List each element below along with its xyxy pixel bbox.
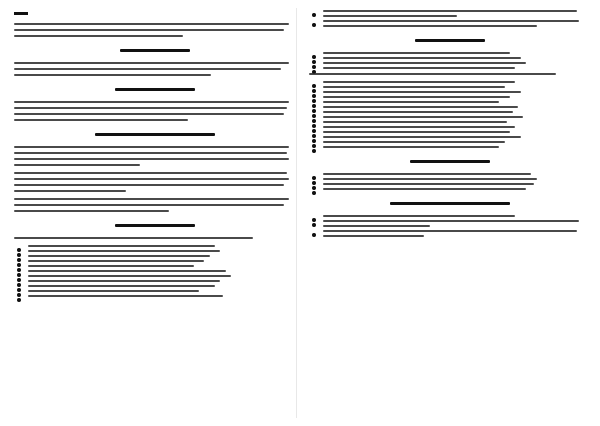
list-item [309,173,590,175]
list-item [309,220,590,227]
list-item [309,188,590,190]
right-bullet-list-3 [309,173,590,190]
section-heading-3 [95,129,215,139]
list-item [14,270,295,272]
list-item [14,260,295,262]
list-item [309,106,590,108]
page-title-mark [14,12,28,15]
list-item [309,126,590,128]
section-heading-2 [115,84,195,94]
list-item [309,52,590,54]
list-item [309,67,590,69]
right-bullet-list-4 [309,215,590,237]
section-paragraph-5 [309,73,590,75]
list-item [309,146,590,148]
section-heading-4 [115,220,195,230]
list-item [309,86,590,88]
section-heading-5 [415,35,485,45]
list-item [14,285,295,287]
column-divider [296,8,297,418]
list-item [309,141,590,143]
list-item [14,295,295,297]
section-paragraph-2 [14,101,295,121]
right-bullet-list-2 [309,81,590,148]
list-item [14,255,295,257]
list-item [14,290,295,292]
list-item [309,111,590,113]
left-bullet-list [14,245,295,297]
list-item [14,250,295,252]
section-paragraph-1 [14,62,295,76]
right-column [309,10,590,420]
list-item [309,57,590,59]
section-heading-6 [410,156,490,166]
list-item [309,121,590,123]
list-item [309,136,590,138]
section-paragraph-3c [14,198,295,212]
section-paragraph-3b [14,172,295,192]
list-item [309,215,590,217]
list-item [309,20,590,27]
left-column [14,10,295,420]
right-top-bullets [309,10,590,27]
list-item [14,245,295,247]
list-item [309,178,590,180]
section-paragraph-3a [14,146,295,166]
list-item [309,131,590,133]
list-item [14,275,295,277]
list-item [309,10,590,17]
list-item [309,101,590,103]
section-heading-7 [390,198,510,208]
list-item [14,265,295,267]
list-item [309,81,590,83]
intro-paragraph [14,23,295,37]
list-item [309,96,590,98]
list-item [14,280,295,282]
list-item [309,230,590,237]
list-item [309,116,590,118]
list-item [309,91,590,93]
list-item [309,62,590,64]
right-bullet-list-1 [309,52,590,69]
list-item [309,183,590,185]
section-heading-1 [120,45,190,55]
section-paragraph-4 [14,237,295,239]
